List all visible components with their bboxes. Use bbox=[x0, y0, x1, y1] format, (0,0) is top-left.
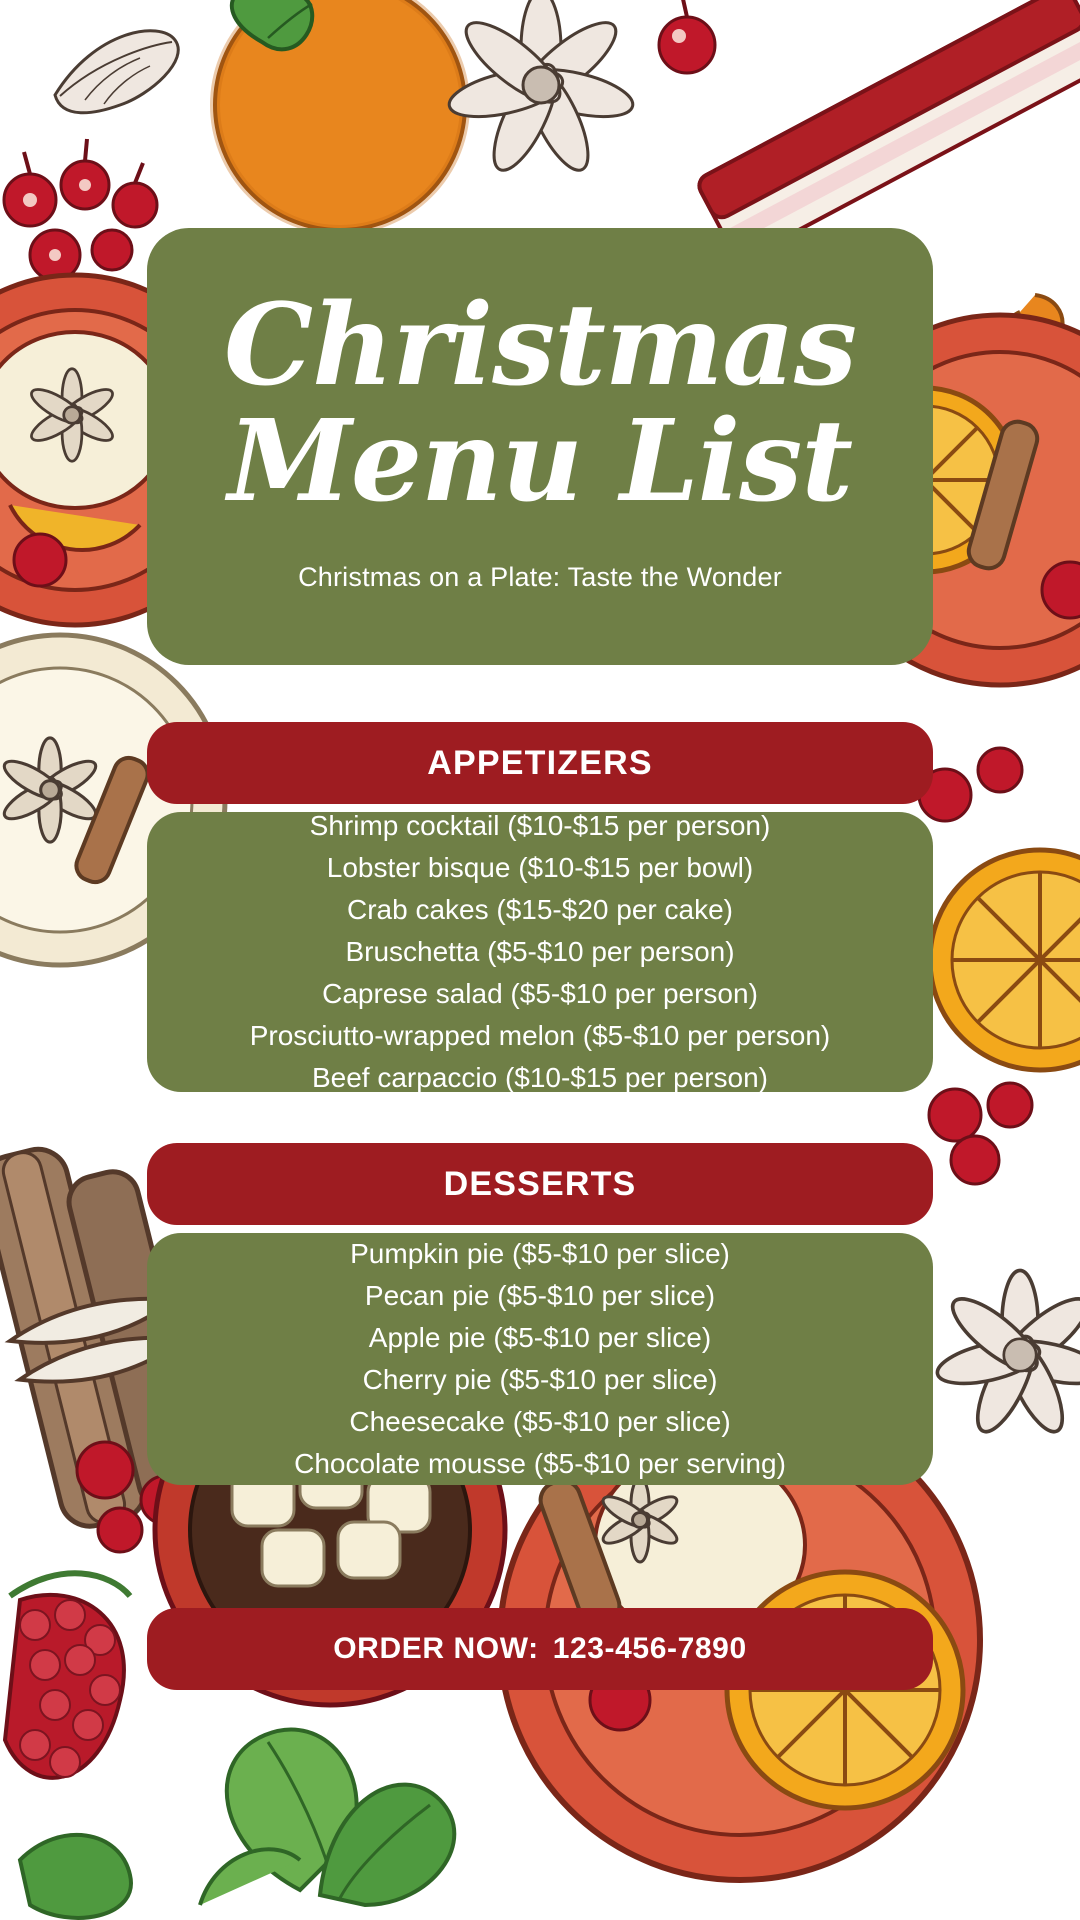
menu-item: Cheesecake ($5-$10 per slice) bbox=[349, 1406, 731, 1437]
menu-item: Beef carpaccio ($10-$15 per person) bbox=[311, 1062, 769, 1093]
title-card bbox=[147, 228, 933, 665]
menu-item: Cherry pie ($5-$10 per slice) bbox=[362, 1364, 718, 1395]
order-now-bar[interactable] bbox=[147, 1608, 933, 1690]
menu-item: Chocolate mousse ($5-$10 per serving) bbox=[294, 1448, 786, 1479]
order-now-label: ORDER NOW: bbox=[333, 1632, 539, 1665]
page-title-line1: Christmas bbox=[223, 280, 857, 411]
menu-item: Apple pie ($5-$10 per slice) bbox=[368, 1322, 712, 1353]
menu-item: Crab cakes ($15-$20 per cake) bbox=[347, 894, 733, 925]
menu-item: Caprese salad ($5-$10 per person) bbox=[322, 978, 758, 1009]
menu-item: Lobster bisque ($10-$15 per bowl) bbox=[326, 852, 754, 883]
menu-item: Pecan pie ($5-$10 per slice) bbox=[364, 1280, 716, 1311]
menu-item: Pumpkin pie ($5-$10 per slice) bbox=[350, 1238, 730, 1269]
menu-item: Prosciutto-wrapped melon ($5-$10 per person) bbox=[249, 1020, 831, 1051]
menu-item: Shrimp cocktail ($10-$15 per person) bbox=[309, 810, 771, 841]
section-header-desserts: DESSERTS bbox=[147, 1143, 933, 1225]
menu-item: Bruschetta ($5-$10 per person) bbox=[345, 936, 735, 967]
section-header-appetizers: APPETIZERS bbox=[147, 722, 933, 804]
section-body-desserts bbox=[147, 1233, 933, 1485]
order-phone-number[interactable]: 123-456-7890 bbox=[552, 1632, 747, 1665]
page-subtitle: Christmas on a Plate: Taste the Wonder bbox=[298, 562, 782, 592]
page-title-line2: Menu List bbox=[227, 396, 853, 527]
section-body-appetizers bbox=[147, 812, 933, 1092]
